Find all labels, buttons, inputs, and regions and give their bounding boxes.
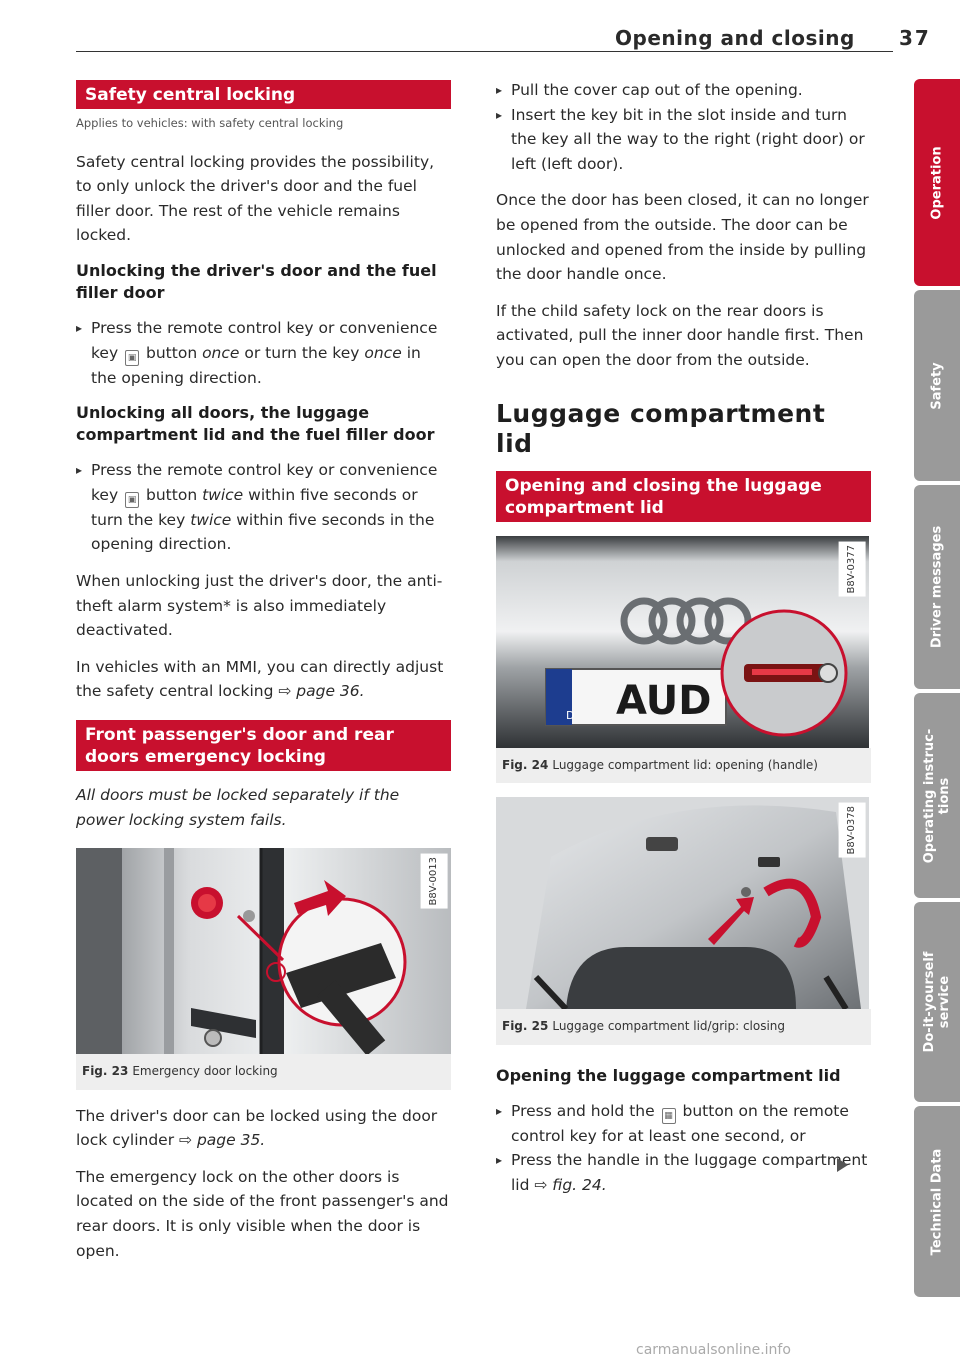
applies-note: Applies to vehicles: with safety central locking (76, 116, 344, 130)
fig-24-link[interactable]: ⇨ fig. 24. (534, 1175, 607, 1194)
subhead-unlock-all-doors: Unlocking all doors, the luggage compartment lid and the fuel filler door (76, 403, 435, 445)
safety-intro-paragraph: Safety central locking provides the possibility, to only unlock the driver's door and the fuel filler door. The rest of the vehicle remains locked. (76, 152, 435, 245)
emergency-intro: All doors must be locked separately if the power locking system fails. (76, 785, 400, 829)
figure-24-caption: Fig. 24 Luggage compartment lid: opening (handle) (496, 748, 871, 784)
page-35-link[interactable]: ⇨ page 35. (179, 1131, 266, 1150)
continued-arrow-icon (837, 1158, 848, 1172)
running-header-title: Opening and closing (615, 26, 855, 50)
plate-letters: AUD (616, 677, 712, 724)
page-number: 37 (899, 26, 931, 50)
figure-25-lid-closing (496, 797, 869, 1009)
opening-luggage-steps (496, 1099, 871, 1198)
unlock-key-icon: ▣ (125, 492, 139, 508)
tab-operating-instructions[interactable]: Operating instruc- tions (914, 693, 960, 898)
step-unlock-all: ▸ Press the remote control key or convenience key ▣ button twice within five seconds or turn the key twice within five seconds in the opening direction. (76, 458, 451, 557)
figure-25-caption: Fig. 25 Luggage compartment lid/grip: closing (496, 1009, 871, 1045)
step-press-remote-button: ▸ Press and hold the ▦ button on the remote control key for at least one second, or (496, 1099, 871, 1149)
tab-safety[interactable]: Safety (914, 290, 960, 481)
figure-23-emergency-door-locking (76, 848, 451, 1054)
door-lock-illustration (76, 848, 451, 1054)
tab-driver-messages[interactable]: Driver messages (914, 485, 960, 689)
trunk-key-icon: ▦ (662, 1108, 676, 1124)
subhead-unlock-driver-door: Unlocking the driver's door and the fuel filler door (76, 260, 437, 302)
tab-technical-data[interactable]: Technical Data (914, 1106, 960, 1297)
section-title-emergency-locking: Front passenger's door and rear doors emergency locking (76, 720, 451, 771)
figure-24-lid-opening (496, 536, 869, 748)
section-title-open-close-luggage: Opening and closing the luggage compartment lid (496, 471, 871, 522)
plate-country-code: D (566, 708, 575, 722)
figure-23-caption: Fig. 23 Emergency door locking (76, 1054, 451, 1090)
step-unlock-driver: ▸ Press the remote control key or convenience key ▣ button once or turn the key once in the opening direction. (76, 316, 451, 390)
unlock-driver-steps (76, 316, 451, 390)
lock-cylinder-paragraph: The driver's door can be locked using the door lock cylinder ⇨ page 35. (76, 1106, 438, 1150)
unlock-key-icon: ▣ (125, 350, 139, 366)
figure-23-code: B8V-0013 (421, 854, 448, 909)
trunk-handle-illustration (496, 536, 869, 748)
child-lock-paragraph: If the child safety lock on the rear doors is activated, pull the inner door handle first. Then you can open the door from the outside. (496, 301, 864, 369)
alarm-paragraph: When unlocking just the driver's door, the anti-theft alarm system* is also immediately deactivated. (76, 571, 443, 640)
trunk-grip-illustration (496, 797, 869, 1009)
tab-do-it-yourself-service[interactable]: Do-it-yourself service (914, 902, 960, 1102)
page-36-link[interactable]: ⇨ page 36. (278, 682, 365, 701)
watermark: carmanualsonline.info (636, 1342, 791, 1358)
right-column (496, 78, 871, 1210)
figure-24-code: B8V-0377 (839, 542, 866, 597)
section-title-safety-central-locking: Safety central locking (76, 80, 451, 109)
step-press-handle: ▸ Press the handle in the luggage compartment lid ⇨ fig. 24. (496, 1148, 871, 1197)
figure-25-code: B8V-0378 (839, 803, 866, 858)
chapter-title-luggage-compartment-lid: Luggage compartment lid (496, 398, 826, 458)
subhead-opening-luggage-lid: Opening the luggage compartment lid (496, 1065, 841, 1085)
unlock-all-steps (76, 458, 451, 557)
emergency-lock-paragraph: The emergency lock on the other doors is located on the side of the front passenger's and rear doors. It is only visible when the door is open. (76, 1167, 449, 1260)
left-column (76, 80, 451, 1275)
step-insert-key: ▸ Insert the key bit in the slot inside and turn the key all the way to the right (right door) or left (left door). (496, 103, 871, 177)
door-closed-paragraph: Once the door has been closed, it can no longer be opened from the outside. The door can be unlocked and opened from the inside by pulling the door handle once. (496, 191, 869, 284)
header-rule (76, 51, 893, 52)
mmi-paragraph: In vehicles with an MMI, you can directly adjust the safety central locking ⇨ page 36. (76, 657, 444, 701)
emergency-steps (496, 78, 871, 176)
step-pull-cap: ▸ Pull the cover cap out of the opening. (496, 78, 871, 103)
tab-operation[interactable]: Operation (914, 79, 960, 286)
